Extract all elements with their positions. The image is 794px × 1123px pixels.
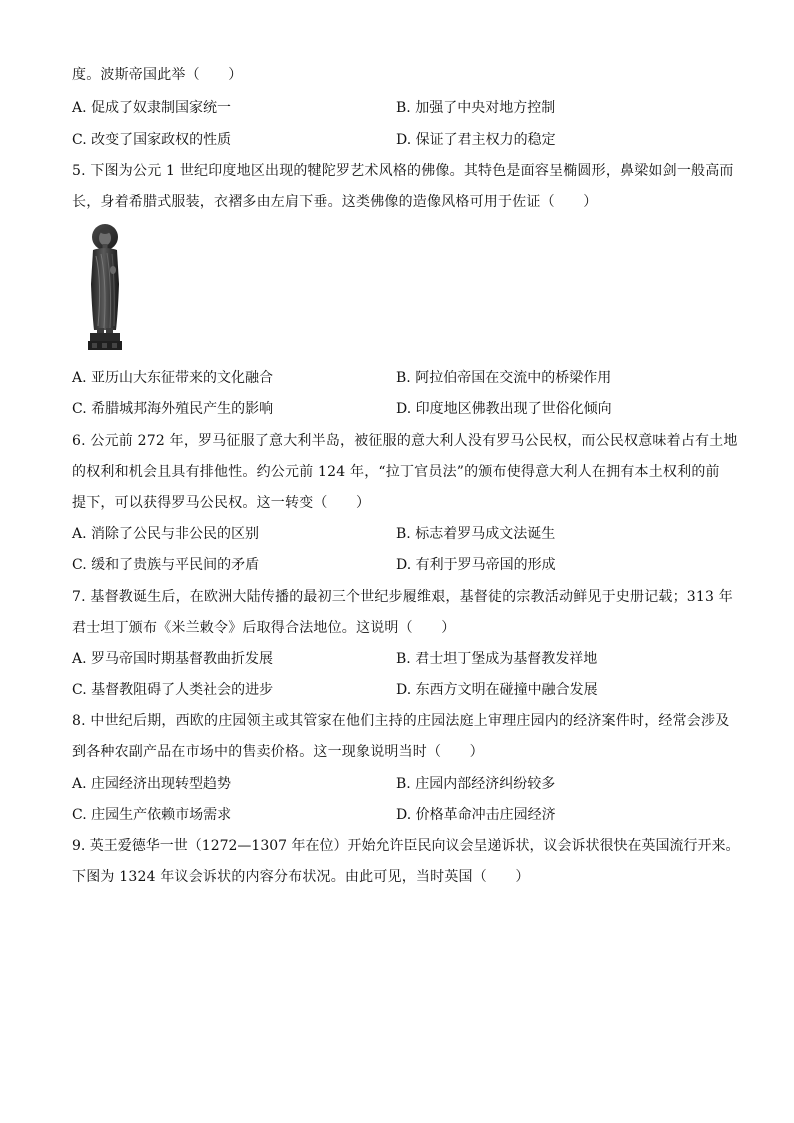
q7-option-d: D. 东西方文明在碰撞中融合发展: [396, 682, 598, 698]
q7-option-b: B. 君士坦丁堡成为基督教发祥地: [396, 651, 598, 667]
q7-stem-line-1: 7. 基督教诞生后，在欧洲大陆传播的最初三个世纪步履维艰，基督徒的宗教活动鲜见于史册记载；313 年: [72, 589, 733, 605]
q5-stem-line-2: 长，身着希腊式服装，衣褶多由左肩下垂。这类佛像的造像风格可用于佐证（ ）: [72, 194, 598, 210]
q8-stem-line-1: 8. 中世纪后期，西欧的庄园领主或其管家在他们主持的庄园法庭上审理庄园内的经济案件时，经常会涉及: [72, 713, 730, 729]
q5-option-b: B. 阿拉伯帝国在交流中的桥梁作用: [396, 370, 612, 386]
q5-option-c: C. 希腊城邦海外殖民产生的影响: [72, 401, 274, 417]
q6-stem-line-3: 提下，可以获得罗马公民权。这一转变（ ）: [72, 495, 371, 511]
q6-option-b: B. 标志着罗马成文法诞生: [396, 526, 556, 542]
q8-option-b: B. 庄园内部经济纠纷较多: [396, 776, 556, 792]
q4-option-c: C. 改变了国家政权的性质: [72, 132, 232, 148]
q7-option-c: C. 基督教阻碍了人类社会的进步: [72, 682, 274, 698]
q7-option-a: A. 罗马帝国时期基督教曲折发展: [72, 651, 274, 667]
q4-option-d: D. 保证了君主权力的稳定: [396, 132, 556, 148]
q4-option-b: B. 加强了中央对地方控制: [396, 100, 556, 116]
q6-stem-line-1: 6. 公元前 272 年，罗马征服了意大利半岛，被征服的意大利人没有罗马公民权，而公民权意味着占有土地: [72, 433, 738, 449]
q7-stem-line-2: 君士坦丁颁布《米兰敕令》后取得合法地位。这说明（ ）: [72, 620, 456, 636]
q5-option-d: D. 印度地区佛教出现了世俗化倾向: [396, 401, 612, 417]
q9-stem-line-2: 下图为 1324 年议会诉状的内容分布状况。由此可见，当时英国（ ）: [72, 869, 530, 885]
q6-option-a: A. 消除了公民与非公民的区别: [72, 526, 260, 542]
q4-option-a: A. 促成了奴隶制国家统一: [72, 100, 232, 116]
q8-option-c: C. 庄园生产依赖市场需求: [72, 807, 232, 823]
q8-option-a: A. 庄园经济出现转型趋势: [72, 776, 232, 792]
q6-option-c: C. 缓和了贵族与平民间的矛盾: [72, 557, 260, 573]
q6-stem-line-2: 的权利和机会且具有排他性。约公元前 124 年，“拉丁官员法”的颁布使得意大利人在拥有本土权利的前: [72, 464, 720, 480]
q6-option-d: D. 有利于罗马帝国的形成: [396, 557, 556, 573]
q5-stem-line-1: 5. 下图为公元 1 世纪印度地区出现的犍陀罗艺术风格的佛像。其特色是面容呈椭圆形，鼻梁如剑一般高而: [72, 163, 734, 179]
q5-option-a: A. 亚历山大东征带来的文化融合: [72, 370, 274, 386]
gandhara-buddha-statue-image: [80, 222, 130, 352]
q8-stem-line-2: 到各种农副产品在市场中的售卖价格。这一现象说明当时（ ）: [72, 744, 484, 760]
q4-stem-tail: 度。波斯帝国此举（ ）: [72, 67, 243, 83]
q9-stem-line-1: 9. 英王爱德华一世（1272—1307 年在位）开始允许臣民向议会呈递诉状，议会诉状很快在英国流行开来。: [72, 838, 740, 854]
q8-option-d: D. 价格革命冲击庄园经济: [396, 807, 556, 823]
